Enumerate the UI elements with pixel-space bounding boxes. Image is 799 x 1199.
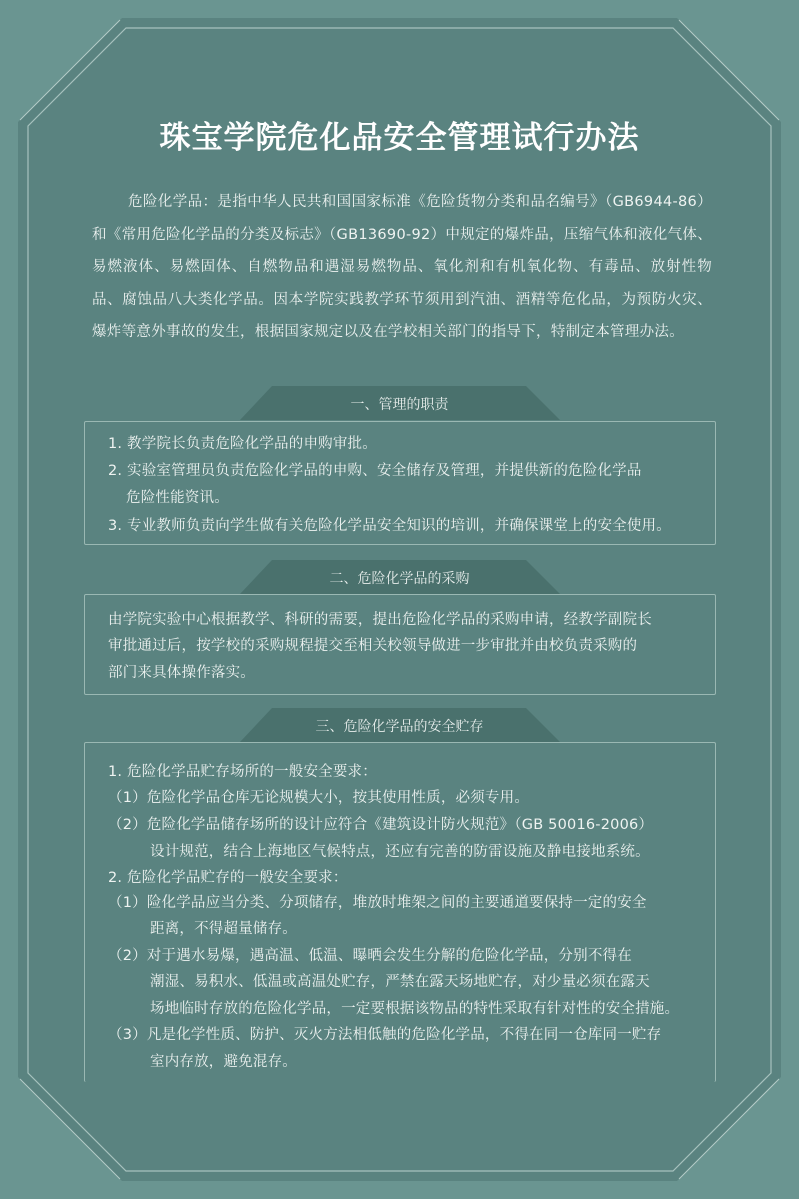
list-item: 设计规范，结合上海地区气候特点，还应有完善的防雷设施及静电接地系统。: [150, 844, 650, 860]
list-item: 1. 教学院长负责危险化学品的申购审批。: [108, 436, 377, 452]
list-item: 1. 危险化学品贮存场所的一般安全要求：: [108, 764, 377, 780]
paragraph-line: 部门来具体操作落实。: [108, 665, 255, 681]
intro-paragraph: 危险化学品：是指中华人民共和国国家标准《危险货物分类和品名编号》（GB6944-86）和《常用危险化学品的分类及标志》（GB13690-92）中规定的爆炸品，压缩气体和液化气体、易燃液体、易燃固体、自燃物品和遇湿易燃物品、氧化剂和有机氧化物、有毒品、放射性物品、腐蚀品八大类化学品。因本学院实践教学环节须用到汽油、酒精等危化品，为预防火灾、爆炸等意外事故的发生，根据国家规定以及在学校相关部门的指导下，特制定本管理办法。: [92, 194, 712, 340]
section-heading-procurement: 二、危险化学品的采购: [329, 571, 470, 587]
list-item: （1）险化学品应当分类、分项储存，堆放时堆架之间的主要通道要保持一定的安全: [108, 895, 647, 911]
list-item: 距离，不得超量储存。: [150, 921, 297, 937]
section-heading-storage: 三、危险化学品的安全贮存: [315, 719, 484, 735]
paragraph-line: 审批通过后，按学校的采购规程提交至相关校领导做进一步审批并由校负责采购的: [108, 638, 638, 654]
page-title: 珠宝学院危化品安全管理试行办法: [159, 120, 640, 156]
list-item: （2）对于遇水易爆，遇高温、低温、曝晒会发生分解的危险化学品，分别不得在: [108, 948, 632, 964]
list-item: 2. 危险化学品贮存的一般安全要求：: [108, 870, 348, 886]
list-item: 室内存放，避免混存。: [150, 1054, 297, 1070]
list-item: （2）危险化学品储存场所的设计应符合《建筑设计防火规范》（GB 50016-2006）: [108, 817, 654, 833]
paragraph-line: 由学院实验中心根据教学、科研的需要，提出危险化学品的采购申请，经教学副院长: [108, 612, 652, 628]
section-heading-duties: 一、管理的职责: [350, 397, 449, 413]
list-item: （3）凡是化学性质、防护、灭火方法相低触的危险化学品，不得在同一仓库同一贮存: [108, 1027, 662, 1043]
list-item: 2. 实验室管理员负责危险化学品的申购、安全储存及管理，并提供新的危险化学品: [108, 463, 642, 479]
list-item: 潮湿、易积水、低温或高温处贮存，严禁在露天场地贮存，对少量必须在露天: [150, 974, 650, 990]
list-item: 3. 专业教师负责向学生做有关危险化学品安全知识的培训，并确保课堂上的安全使用。: [108, 518, 671, 534]
list-item: 危险性能资讯。: [126, 490, 229, 506]
list-item: 场地临时存放的危险化学品，一定要根据该物品的特性采取有针对性的安全措施。: [150, 1001, 680, 1017]
list-item: （1）危险化学品仓库无论规模大小，按其使用性质，必须专用。: [108, 790, 530, 806]
